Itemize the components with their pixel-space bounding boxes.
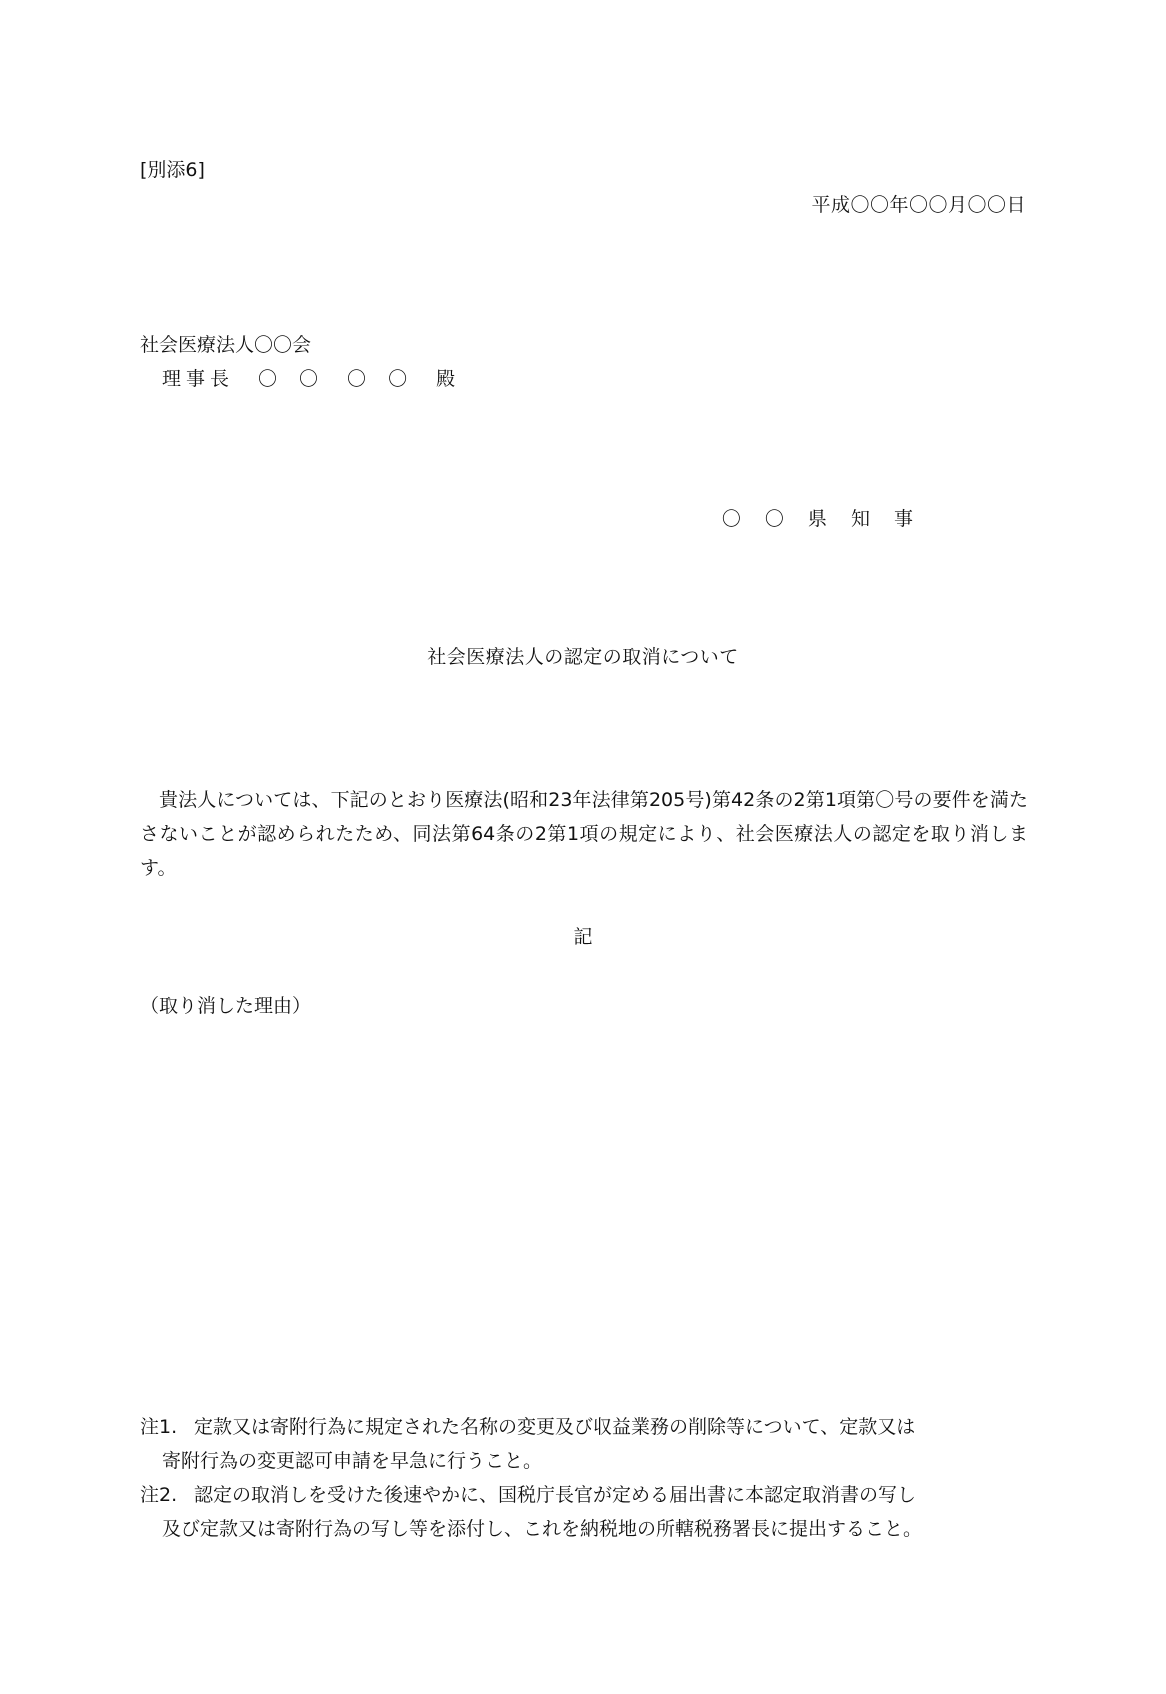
document-title: 社会医療法人の認定の取消について: [427, 646, 739, 668]
notes-list: [140, 1410, 1030, 1546]
note-text: [162, 1410, 1030, 1478]
document-date: 平成〇〇年〇〇月〇〇日: [811, 194, 1026, 216]
recipient-name: 理事長 〇 〇 〇 〇 殿: [162, 368, 461, 390]
issuer-name: 〇 〇 県 知 事: [721, 508, 922, 530]
note-line: 定款又は寄附行為に規定された名称の変更及び収益業務の削除等について、定款又は: [194, 1416, 916, 1438]
body-paragraph: 貴法人については、下記のとおり医療法(昭和23年法律第205号)第42条の2第1項第〇号の要件を満たさないことが認められたため、同法第64条の2第1項の規定により、社会医療法人の認定を取り消します。: [140, 789, 1028, 879]
note-mark: 注1.: [140, 1416, 178, 1438]
recipient-organization: 社会医療法人〇〇会: [140, 334, 312, 356]
note-mark: 注2.: [140, 1484, 178, 1506]
ki-heading: 記: [573, 926, 593, 948]
note-line: 及び定款又は寄附行為の写し等を添付し、これを納税地の所轄税務署長に提出すること。: [162, 1518, 923, 1540]
note-item: [140, 1478, 1030, 1546]
note-text: [162, 1478, 1030, 1546]
attachment-label: [別添6]: [140, 159, 205, 181]
note-item: [140, 1410, 1030, 1478]
note-line: 寄附行為の変更認可申請を早急に行うこと。: [162, 1450, 543, 1472]
note-line: 認定の取消しを受けた後速やかに、国税庁長官が定める届出書に本認定取消書の写し: [194, 1484, 917, 1506]
reason-label: （取り消した理由）: [140, 995, 312, 1017]
